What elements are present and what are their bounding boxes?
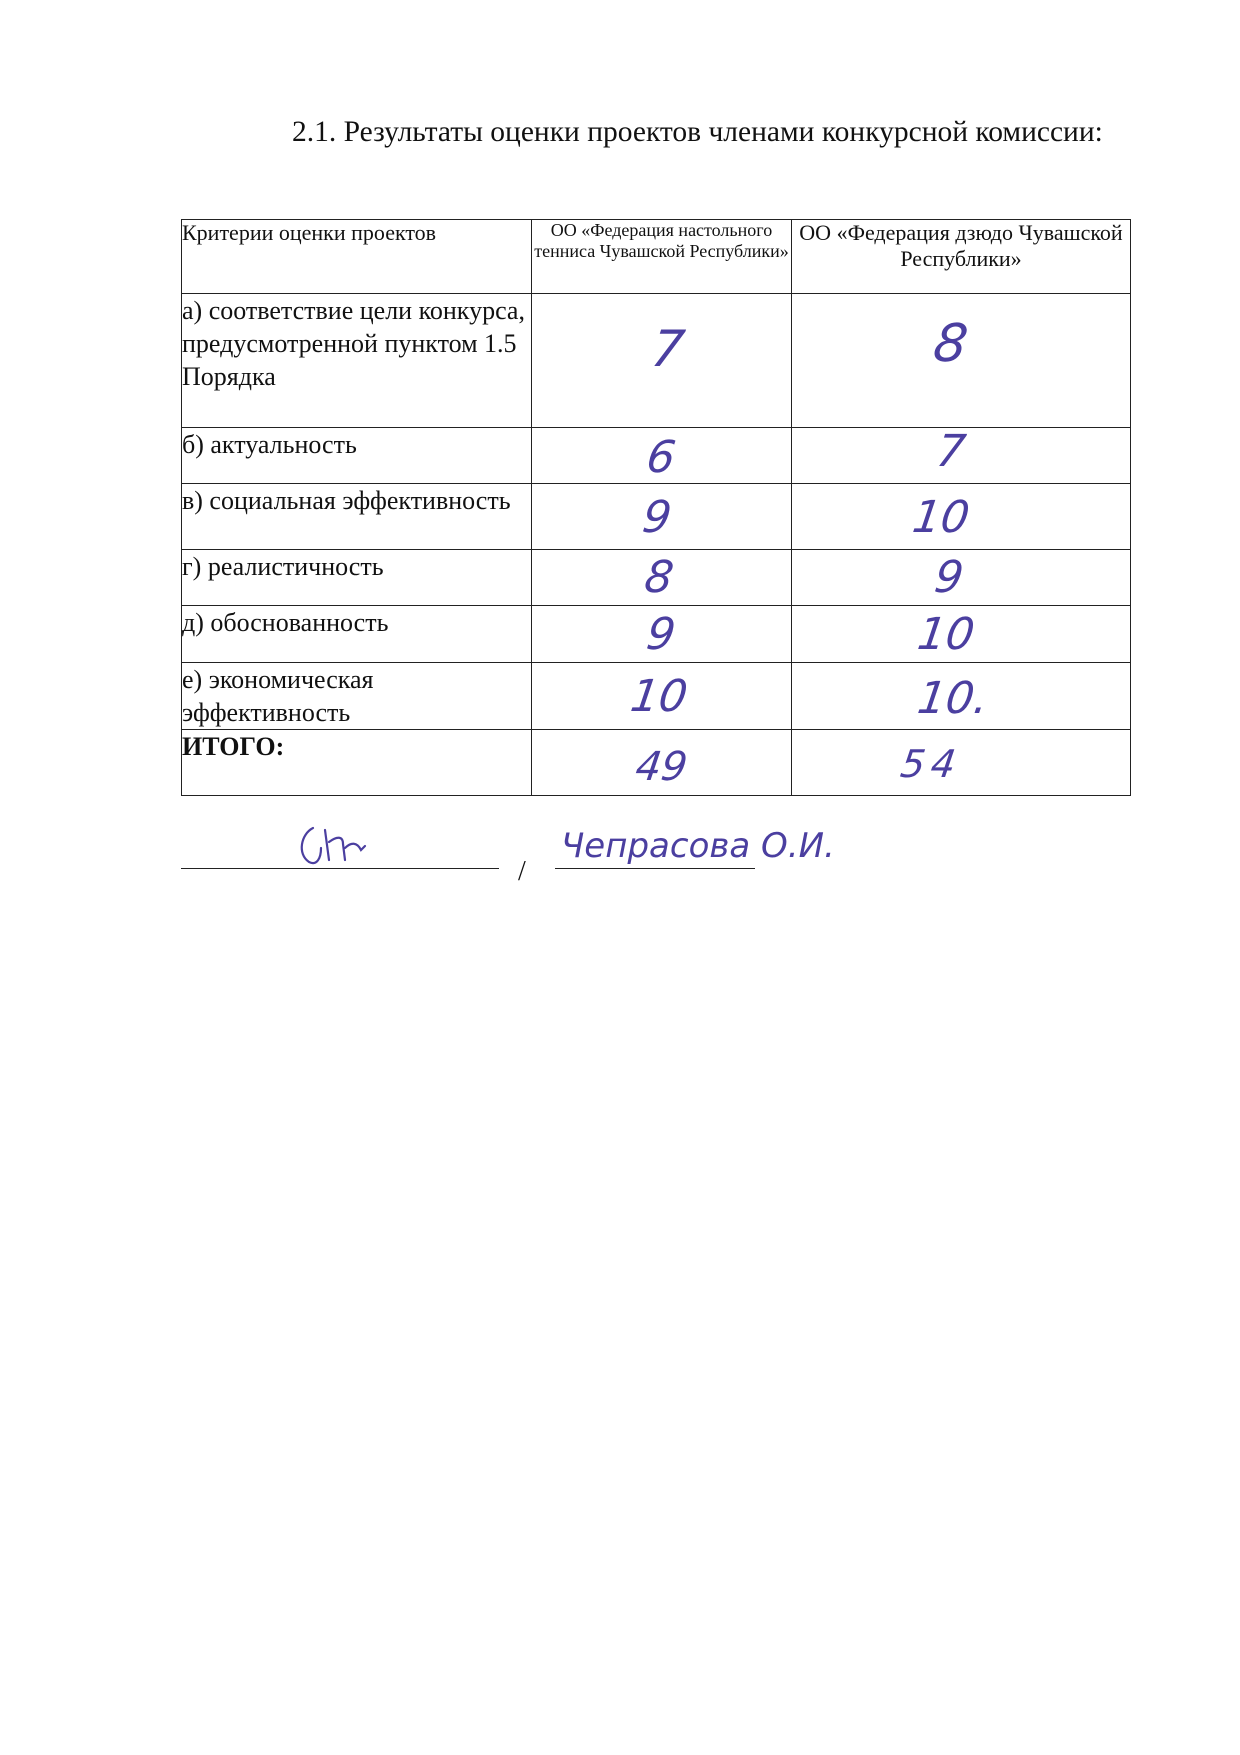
signature-block	[181, 820, 881, 910]
total-score-cell	[792, 730, 1131, 796]
handwritten-total-score: 49	[632, 744, 691, 790]
score-cell	[532, 663, 792, 730]
handwritten-score: 9	[642, 609, 679, 660]
table-row	[182, 550, 1131, 606]
table-row	[182, 663, 1131, 730]
criterion-cell: г) реалистичность	[182, 550, 532, 606]
criterion-cell: в) социальная эффективность	[182, 484, 532, 550]
criterion-cell: а) соответствие цели конкурса, предусмотренной пунктом 1.5 Порядка	[182, 294, 532, 428]
score-cell	[792, 294, 1131, 428]
handwritten-score: 10	[909, 492, 973, 543]
criterion-cell: д) обоснованность	[182, 606, 532, 663]
handwritten-score: 8	[640, 552, 677, 603]
header-table-tennis-federation: ОО «Федерация настольного тенниса Чувашской Республики»	[532, 220, 792, 294]
score-cell	[532, 428, 792, 484]
score-cell	[792, 550, 1131, 606]
header-criteria: Критерии оценки проектов	[182, 220, 532, 294]
signature-separator: /	[518, 856, 526, 887]
score-cell	[532, 550, 792, 606]
score-cell	[792, 484, 1131, 550]
handwritten-score: 9	[931, 552, 967, 603]
name-line	[555, 868, 755, 869]
handwritten-score: 7	[647, 320, 688, 378]
score-cell	[532, 606, 792, 663]
score-cell	[532, 294, 792, 428]
criterion-cell: е) экономическая эффективность	[182, 663, 532, 730]
handwritten-score: 10	[626, 671, 691, 722]
handwritten-score: 8	[930, 314, 972, 374]
score-cell	[792, 663, 1131, 730]
score-cell	[792, 606, 1131, 663]
handwritten-score: 9	[638, 492, 675, 543]
signature-scribble-mark	[291, 820, 381, 872]
table-row	[182, 606, 1131, 663]
table-row	[182, 428, 1131, 484]
table-row	[182, 294, 1131, 428]
handwritten-name: Чепрасова О.И.	[561, 826, 835, 866]
table-header-row	[182, 220, 1131, 294]
table-row-total	[182, 730, 1131, 796]
handwritten-total-score: 54	[897, 742, 965, 786]
handwritten-score: 6	[642, 432, 679, 483]
document-heading: 2.1. Результаты оценки проектов членами конкурсной комиссии:	[292, 116, 1103, 148]
evaluation-table	[181, 219, 1131, 796]
handwritten-score: 10	[914, 609, 978, 660]
score-cell	[532, 484, 792, 550]
total-label-cell: ИТОГО:	[182, 730, 532, 796]
criterion-cell: б) актуальность	[182, 428, 532, 484]
score-cell	[792, 428, 1131, 484]
signature-line	[181, 868, 499, 869]
header-judo-federation: ОО «Федерация дзюдо Чувашской Республики»	[792, 220, 1131, 294]
handwritten-score: 7	[933, 426, 969, 477]
table-row	[182, 484, 1131, 550]
handwritten-score: 10.	[914, 673, 992, 724]
total-score-cell	[532, 730, 792, 796]
